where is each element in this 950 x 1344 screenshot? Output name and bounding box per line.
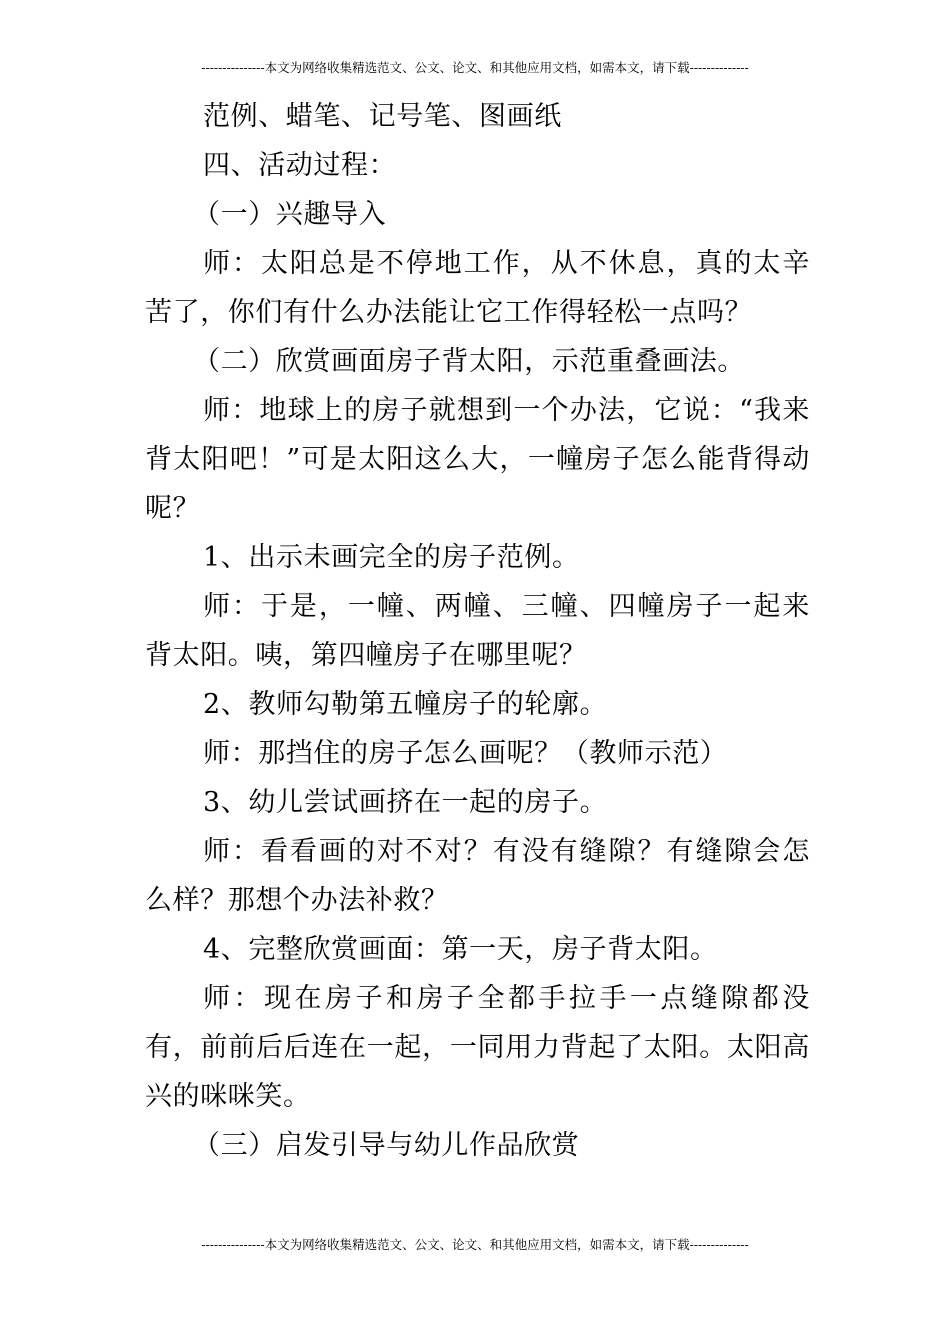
paragraph-teacher-5: 师：看看画的对不对？有没有缝隙？有缝隙会怎么样？那想个办法补救？: [145, 836, 810, 916]
document-body: [145, 92, 810, 1170]
page-header: ---------------本文为网络收集精选范文、公文、论文、和其他应用文档，如需本文，请下载--------------: [201, 60, 749, 75]
heading-interest-intro: （一）兴趣导入: [193, 199, 387, 230]
heading-inspire-guide: （三）启发引导与幼儿作品欣赏: [193, 1130, 580, 1161]
paragraph-step-4: 4、完整欣赏画面：第一天，房子背太阳。: [203, 934, 718, 965]
paragraph-step-2: 2、教师勾勒第五幢房子的轮廓。: [203, 689, 608, 720]
paragraph-step-1: 1、出示未画完全的房子范例。: [203, 542, 580, 573]
heading-activity-process: 四、活动过程：: [203, 150, 397, 181]
paragraph-teacher-3: 师：于是，一幢、两幢、三幢、四幢房子一起来背太阳。咦，第四幢房子在哪里呢？: [145, 591, 810, 671]
paragraph-teacher-2: 师：地球上的房子就想到一个办法，它说：“我来背太阳吧！”可是太阳这么大，一幢房子怎么能背得动呢？: [145, 395, 810, 524]
page-footer: ---------------本文为网络收集精选范文、公文、论文、和其他应用文档，如需本文，请下载--------------: [201, 1237, 749, 1252]
paragraph-materials: 范例、蜡笔、记号笔、图画纸: [203, 101, 562, 132]
heading-appreciate-picture: （二）欣赏画面房子背太阳，示范重叠画法。: [193, 346, 745, 377]
paragraph-step-3: 3、幼儿尝试画挤在一起的房子。: [203, 787, 608, 818]
paragraph-teacher-1: 师：太阳总是不停地工作，从不休息，真的太辛苦了，你们有什么办法能让它工作得轻松一点吗？: [145, 248, 810, 328]
paragraph-teacher-6: 师：现在房子和房子全都手拉手一点缝隙都没有，前前后后连在一起，一同用力背起了太阳。太阳高兴的咪咪笑。: [145, 983, 810, 1112]
paragraph-teacher-4: 师：那挡住的房子怎么画呢？（教师示范）: [203, 738, 728, 769]
